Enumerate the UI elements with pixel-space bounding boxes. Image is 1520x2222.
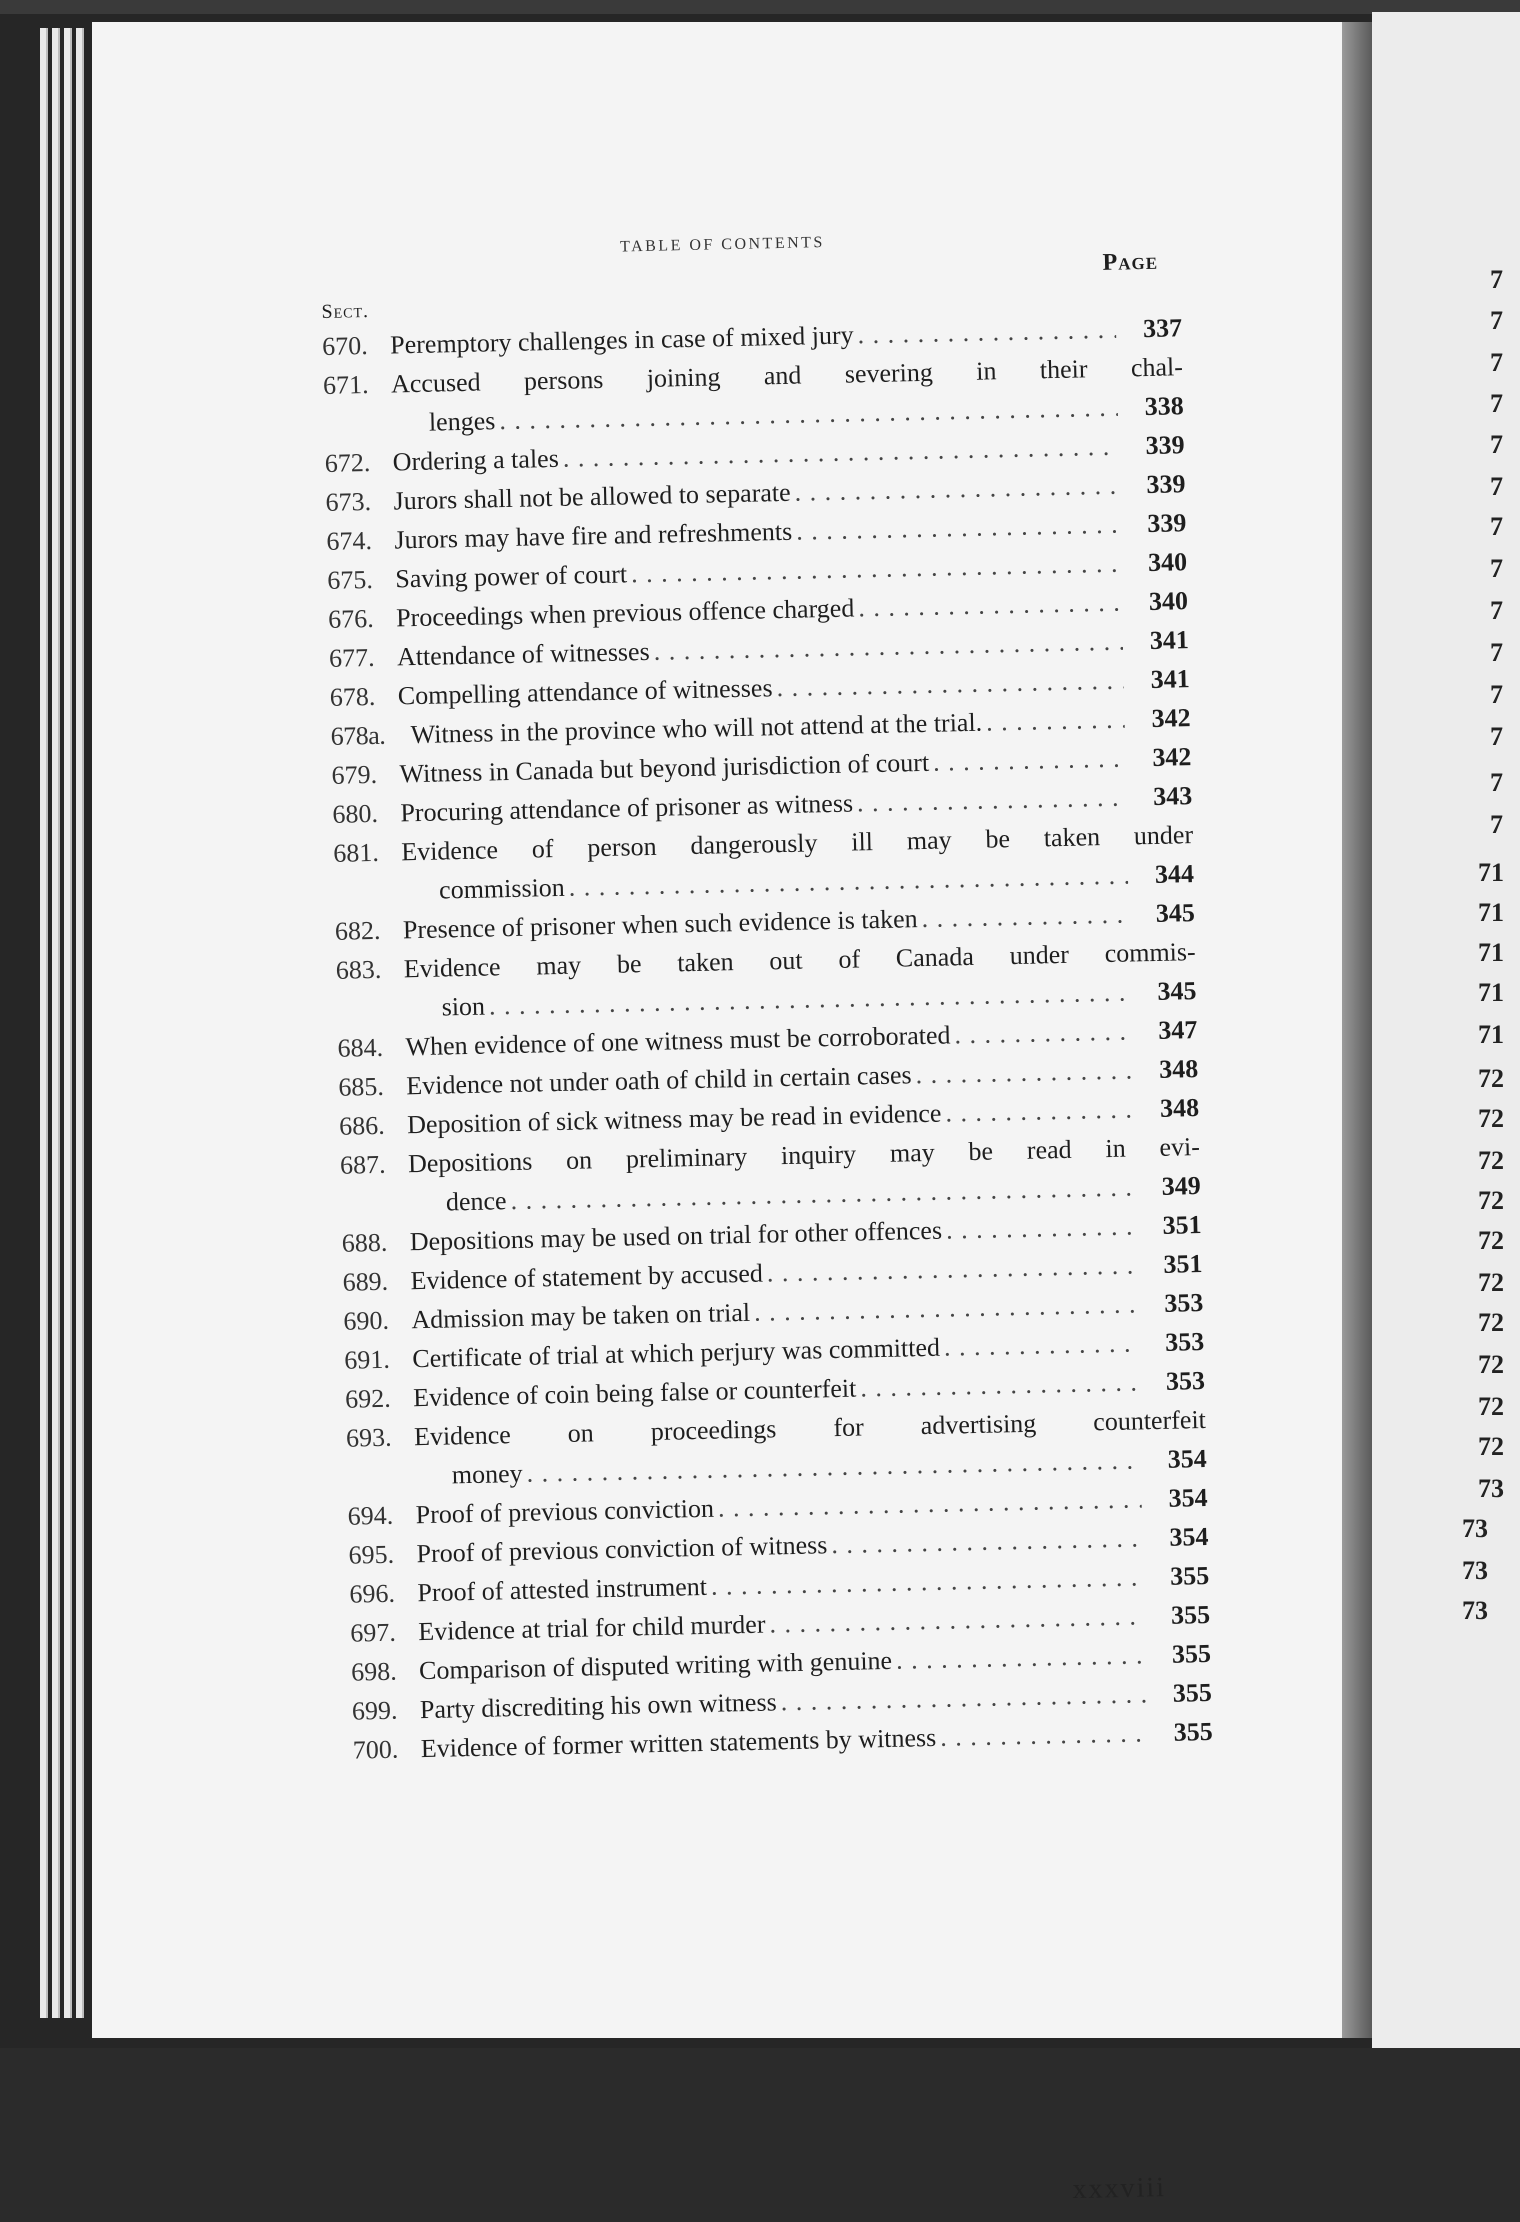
scanner-top-strip	[0, 0, 1520, 14]
leader-dots	[896, 1635, 1146, 1679]
page-number: 340	[1148, 586, 1189, 616]
facing-page-number-fragment: 7	[1490, 348, 1503, 377]
facing-page-number-fragment: 72	[1478, 1350, 1504, 1379]
page-number: 355	[1173, 1716, 1213, 1747]
section-number: 674.	[326, 525, 373, 556]
facing-page-number-fragment: 72	[1478, 1146, 1504, 1175]
leader-dots	[831, 1518, 1143, 1564]
toc-entries	[322, 308, 1213, 1769]
entry-title-continued: dence	[445, 1186, 507, 1217]
leader-dots	[921, 895, 1129, 939]
entry-title: Ordering a tales	[392, 443, 560, 477]
page-column-label: Page	[1102, 248, 1159, 276]
page-number: 355	[1169, 1560, 1210, 1591]
section-number: 688.	[341, 1227, 388, 1258]
facing-page-number-fragment: 7	[1490, 680, 1503, 709]
entry-title: Deposition of sick witness may be read in evidence	[406, 1098, 942, 1140]
page-folio: xxxviii	[1072, 2172, 1167, 2206]
page-number: 353	[1163, 1287, 1204, 1318]
facing-page-number-fragment: 7	[1490, 768, 1503, 797]
leader-dots	[933, 739, 1126, 782]
leader-dots	[986, 700, 1125, 742]
facing-page-number-fragment: 7	[1490, 472, 1503, 501]
facing-page-number-fragment: 71	[1478, 1020, 1504, 1049]
page-number: 355	[1170, 1599, 1211, 1630]
page-number: 351	[1162, 1210, 1202, 1240]
section-number: 673.	[325, 486, 372, 517]
page-number: 343	[1152, 781, 1193, 811]
page-number: 351	[1163, 1248, 1203, 1279]
section-number: 691.	[344, 1344, 391, 1375]
entry-title: Evidence of statement by accused	[410, 1258, 764, 1296]
entry-title: Evidence at trial for child murder	[417, 1609, 766, 1647]
section-number: 676.	[327, 603, 374, 634]
page-number: 354	[1167, 1443, 1207, 1474]
page-number: 342	[1152, 742, 1192, 772]
facing-page-number-fragment: 7	[1490, 389, 1503, 418]
page-number: 353	[1164, 1326, 1205, 1357]
entry-title: Attendance of witnesses	[396, 636, 650, 672]
facing-page-number-fragment: 7	[1490, 638, 1503, 667]
facing-page-number-fragment: 7	[1490, 554, 1503, 583]
leader-dots	[945, 1089, 1134, 1132]
entry-title: Evidence of former written statements by witness	[420, 1722, 937, 1764]
facing-page-number-fragment: 73	[1462, 1596, 1488, 1625]
section-number: 698.	[350, 1656, 397, 1687]
facing-page-number-fragment: 72	[1478, 1226, 1504, 1255]
facing-page-number-fragment: 71	[1478, 858, 1504, 887]
entry-title: Proof of previous conviction	[415, 1493, 715, 1530]
running-head: TABLE OF CONTENTS	[619, 233, 826, 256]
entry-title: Party discrediting his own witness	[419, 1687, 777, 1725]
entry-title: Witness in the province who will not attend at the trial.	[410, 707, 983, 750]
entry-title: Comparison of disputed writing with genuine	[418, 1645, 893, 1686]
section-number: 696.	[349, 1578, 396, 1609]
section-number: 685.	[338, 1071, 385, 1102]
entry-title: Jurors may have fire and refreshments	[394, 516, 793, 555]
facing-page-number-fragment: 71	[1478, 978, 1504, 1007]
entry-title: Accused persons joining and severing in their chal-	[390, 352, 1184, 399]
section-number: 683.	[335, 954, 382, 985]
section-number: 681.	[332, 837, 380, 868]
entry-title: Depositions on preliminary inquiry may be read in evi-	[407, 1132, 1201, 1179]
leader-dots	[857, 310, 1116, 355]
leader-dots	[857, 778, 1127, 823]
entry-title: When evidence of one witness must be corroborated	[405, 1020, 951, 1062]
section-number: 694.	[347, 1500, 394, 1531]
entry-title: Presence of prisoner when such evidence is taken	[402, 904, 918, 945]
page-gutter-shadow	[1342, 22, 1372, 2038]
facing-page-number-fragment: 7	[1490, 265, 1503, 294]
entry-title: Witness in Canada but beyond jurisdiction of court	[399, 747, 930, 789]
entry-title-continued: sion	[441, 991, 486, 1022]
leader-dots	[915, 1050, 1132, 1094]
page-number: 355	[1172, 1677, 1213, 1708]
facing-page-number-fragment: 7	[1490, 810, 1503, 839]
page-number: 354	[1168, 1482, 1208, 1513]
facing-page-number-fragment: 71	[1478, 938, 1504, 967]
facing-page-number-fragment: 72	[1478, 1064, 1504, 1093]
entry-title: Procuring attendance of prisoner as witness	[400, 788, 854, 828]
section-number: 700.	[352, 1734, 399, 1765]
facing-page-number-fragment: 73	[1478, 1474, 1504, 1503]
entry-title: Evidence of person dangerously ill may be taken under	[400, 820, 1194, 867]
section-number: 686.	[338, 1110, 386, 1141]
page-number: 341	[1149, 625, 1190, 655]
facing-page-number-fragment: 72	[1478, 1268, 1504, 1297]
entry-title: Evidence not under oath of child in certain cases	[406, 1060, 912, 1101]
facing-page-number-fragment: 7	[1490, 306, 1503, 335]
entry-title: Evidence may be taken out of Canada under commis-	[403, 937, 1196, 984]
section-column-label: Sect.	[321, 299, 370, 323]
entry-title: Jurors shall not be allowed to separate	[393, 477, 791, 516]
entry-title: Depositions may be used on trial for other offences	[409, 1215, 943, 1257]
section-number: 699.	[351, 1695, 398, 1726]
section-number: 682.	[334, 915, 381, 946]
facing-page-number-fragment: 72	[1478, 1104, 1504, 1133]
page-number: 355	[1171, 1638, 1212, 1669]
facing-page-number-fragment: 73	[1462, 1514, 1488, 1543]
page-number: 340	[1147, 547, 1188, 578]
page-number: 349	[1161, 1171, 1202, 1201]
section-number: 679.	[331, 759, 378, 790]
page-number: 348	[1159, 1093, 1200, 1123]
page-edge	[52, 28, 60, 2018]
page-number: 337	[1142, 313, 1183, 344]
facing-page-number-fragment: 72	[1478, 1186, 1504, 1215]
page-number: 339	[1146, 508, 1187, 539]
page-number: 345	[1155, 898, 1196, 928]
leader-dots	[944, 1323, 1139, 1366]
facing-page-number-fragment: 7	[1490, 596, 1503, 625]
section-number: 680.	[332, 798, 379, 829]
facing-page-number-fragment: 72	[1478, 1392, 1504, 1421]
section-number: 689.	[342, 1266, 389, 1297]
page-number: 348	[1158, 1054, 1199, 1084]
section-number: 692.	[344, 1383, 391, 1414]
facing-page-number-fragment: 7	[1490, 430, 1503, 459]
facing-page-number-fragment: 7	[1490, 722, 1503, 751]
page-number: 353	[1165, 1365, 1206, 1396]
entry-title: Compelling attendance of witnesses	[397, 673, 773, 711]
entry-title: Evidence on proceedings for advertising counterfeit	[413, 1404, 1207, 1452]
leader-dots	[860, 1362, 1140, 1407]
section-number: 687.	[339, 1149, 386, 1180]
section-number: 695.	[348, 1539, 395, 1570]
leader-dots	[858, 583, 1123, 628]
leader-dots	[946, 1206, 1136, 1249]
facing-page-number-fragment: 7	[1490, 512, 1503, 541]
facing-page-number-fragment: 71	[1478, 898, 1504, 927]
section-number: 670.	[321, 330, 369, 361]
page-number: 338	[1144, 391, 1185, 422]
page-number: 344	[1154, 859, 1195, 889]
page-number: 342	[1151, 703, 1191, 733]
page-number: 347	[1158, 1015, 1198, 1045]
page-edge	[76, 28, 84, 2018]
leader-dots	[940, 1713, 1147, 1756]
entry-title: Evidence of coin being false or counterfeit	[412, 1373, 857, 1413]
section-number: 678a.	[330, 720, 386, 751]
section-number: 677.	[328, 642, 375, 673]
section-number: 672.	[324, 447, 371, 478]
entry-title-continued: commission	[438, 872, 566, 905]
section-number: 671.	[322, 369, 369, 400]
entry-title: Saving power of court	[394, 559, 628, 594]
entry-title: Proof of attested instrument	[417, 1571, 708, 1608]
section-number: 693.	[345, 1422, 392, 1453]
page-number: 339	[1145, 430, 1185, 461]
entry-title: Proceedings when previous offence charged	[395, 593, 855, 633]
section-number: 690.	[343, 1305, 390, 1336]
page-number: 354	[1169, 1521, 1209, 1552]
page-number: 339	[1146, 469, 1186, 500]
section-number: 697.	[349, 1617, 397, 1648]
page-edge	[64, 28, 72, 2018]
entry-title: Admission may be taken on trial	[411, 1297, 751, 1335]
facing-page-number-fragment: 73	[1462, 1556, 1488, 1585]
entry-title: Peremptory challenges in case of mixed jury	[389, 320, 854, 360]
entry-title: Certificate of trial at which perjury was committed	[412, 1332, 941, 1374]
entry-title-continued: money	[451, 1458, 523, 1490]
page-number: 341	[1150, 664, 1190, 694]
section-number: 675.	[327, 564, 374, 595]
page-number: 345	[1157, 976, 1197, 1006]
leader-dots	[954, 1011, 1132, 1054]
entry-title: Proof of previous conviction of witness	[416, 1530, 828, 1569]
page-edge	[40, 28, 48, 2018]
facing-page-number-fragment: 72	[1478, 1432, 1504, 1461]
entry-title-continued: lenges	[428, 406, 496, 437]
section-number: 684.	[337, 1032, 384, 1063]
section-number: 678.	[329, 681, 376, 712]
facing-page-number-fragment: 72	[1478, 1308, 1504, 1337]
